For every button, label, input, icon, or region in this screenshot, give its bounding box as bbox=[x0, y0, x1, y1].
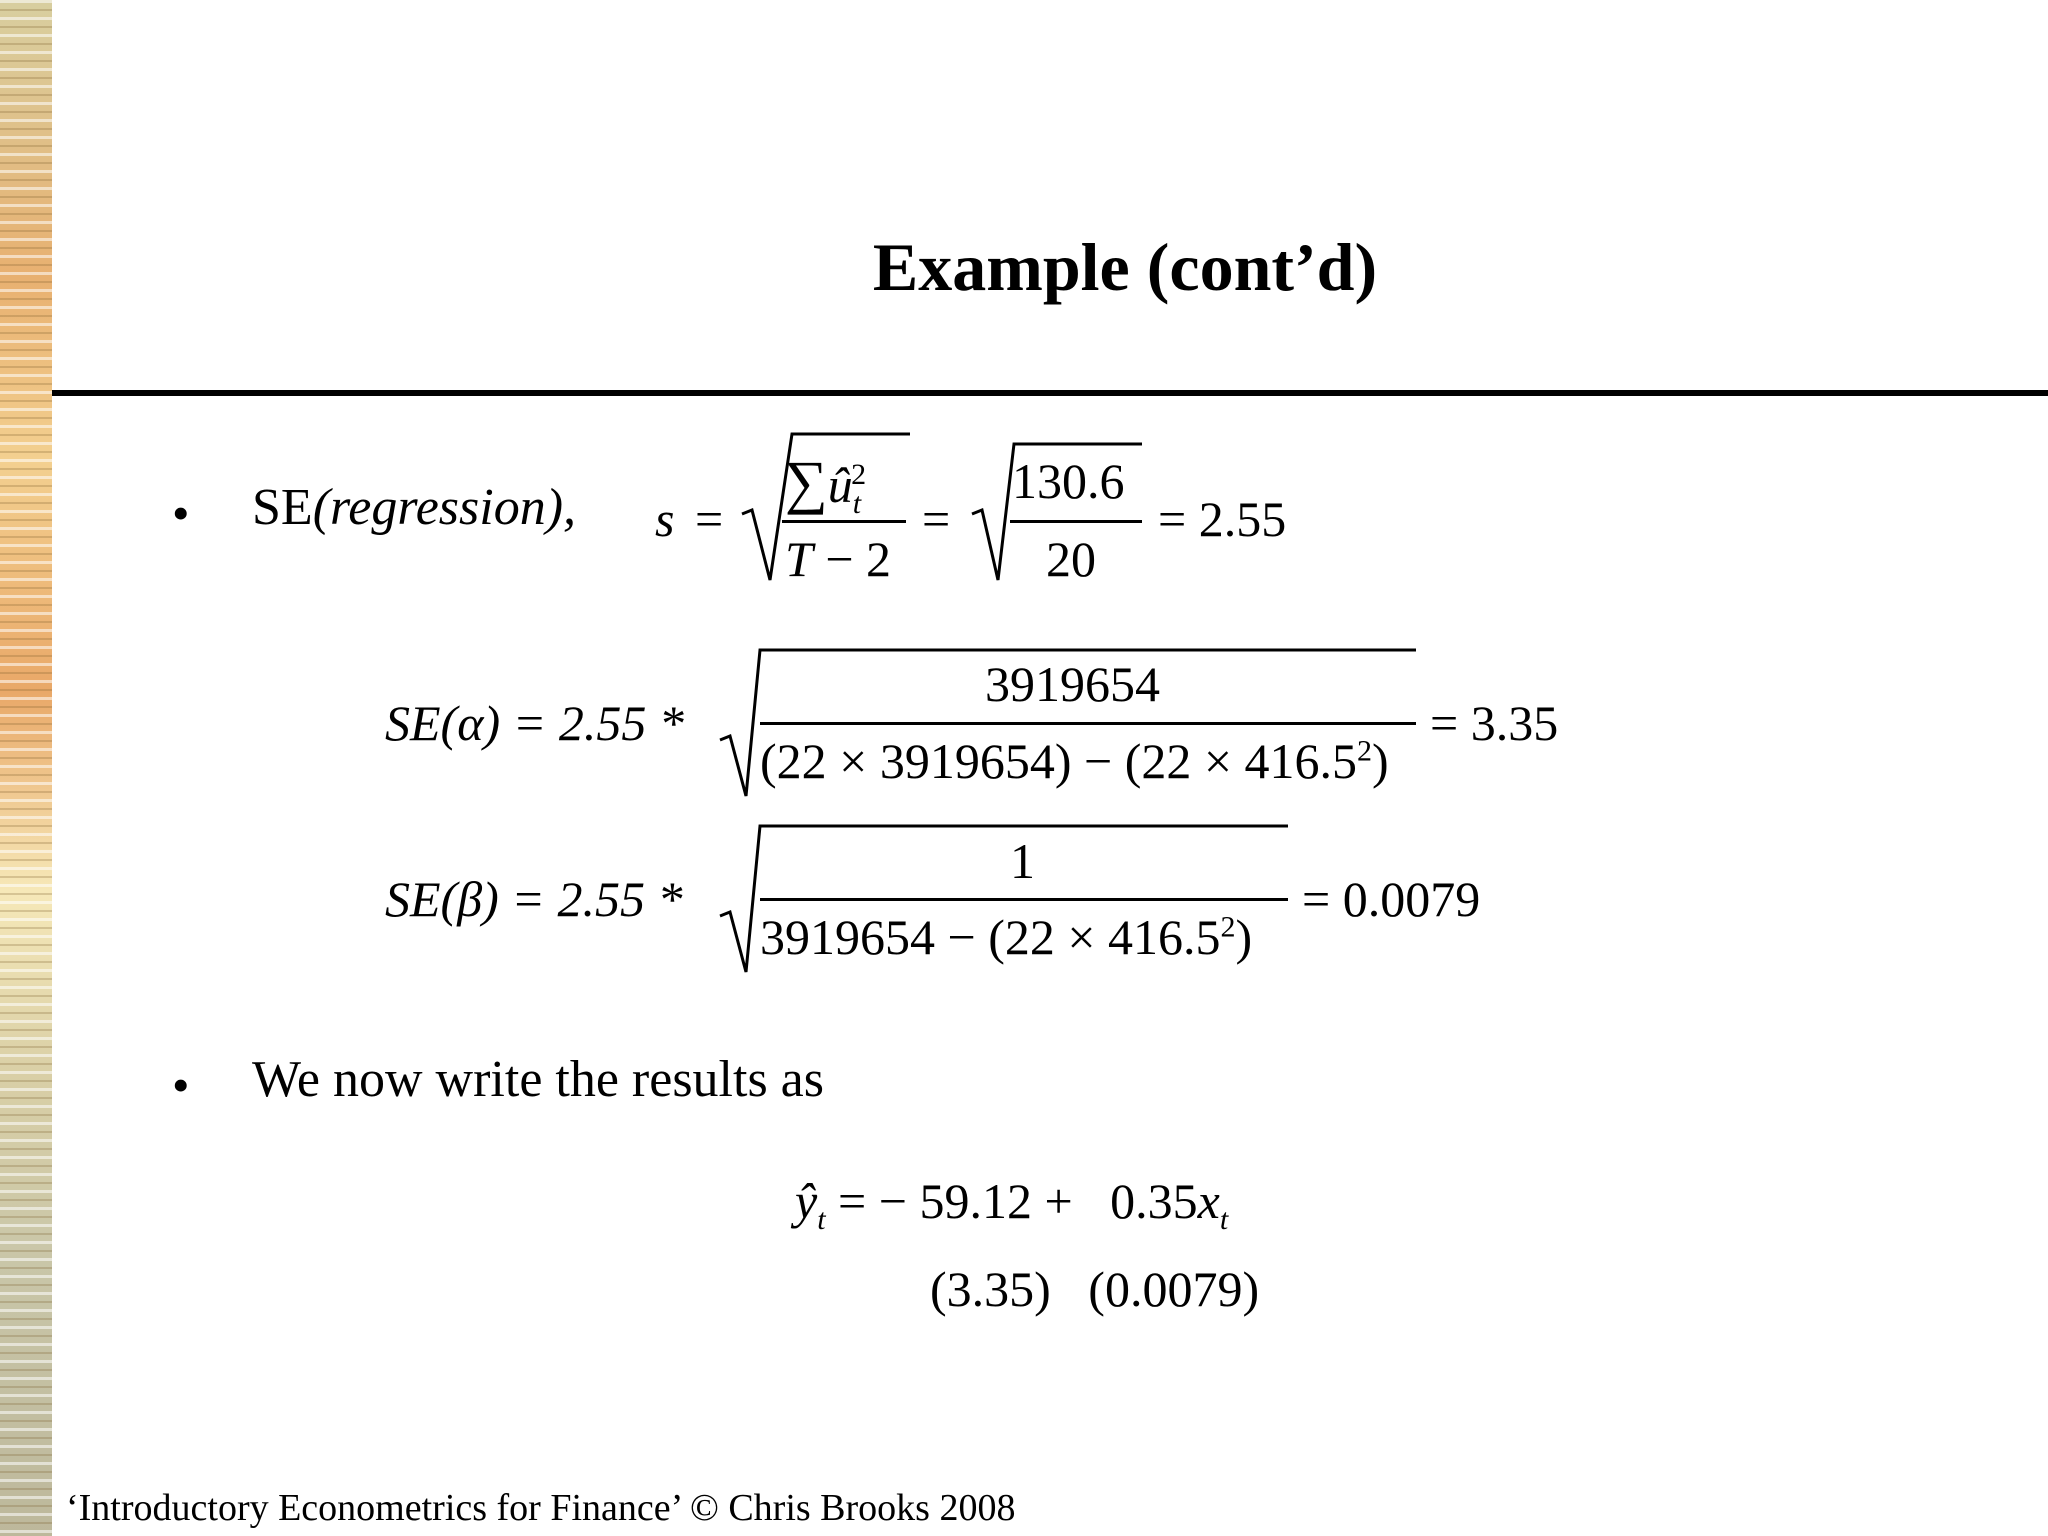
bullet-marker-2: • bbox=[172, 1057, 190, 1113]
minus-two: − 2 bbox=[812, 531, 892, 587]
u-hat: û bbox=[827, 457, 853, 513]
fraction-bar-alpha bbox=[760, 722, 1416, 725]
fraction-bar bbox=[782, 520, 906, 523]
bullet-marker: • bbox=[172, 485, 190, 541]
se-label-italic: (regression), bbox=[312, 479, 577, 536]
regression-se-result: = 2.55 bbox=[1158, 491, 1287, 547]
se-beta-denominator-text: 3919654 − (22 × 416.5 bbox=[760, 909, 1221, 965]
x-subscript: t bbox=[1219, 1203, 1229, 1236]
title-divider bbox=[52, 390, 2048, 396]
fraction-bar-beta bbox=[760, 898, 1288, 901]
u-subscript: t bbox=[852, 487, 862, 520]
se-beta-result: = 0.0079 bbox=[1302, 871, 1481, 927]
se-alpha-denominator-sup: 2 bbox=[1357, 734, 1373, 768]
sum-symbol: ∑ bbox=[785, 449, 828, 515]
results-intro-text: We now write the results as bbox=[252, 1051, 824, 1108]
numerator-130-6: 130.6 bbox=[1012, 453, 1125, 509]
slide-footer: ‘Introductory Econometrics for Finance’ © Chris Brooks 2008 bbox=[66, 1487, 1016, 1529]
se-label-plain: SE bbox=[252, 479, 313, 536]
x-variable: x bbox=[1197, 1173, 1220, 1229]
se-alpha-denominator-close: ) bbox=[1372, 733, 1389, 789]
se-beta-denominator-close: ) bbox=[1235, 909, 1253, 965]
y-subscript: t bbox=[817, 1203, 826, 1236]
se-alpha-denominator bbox=[760, 732, 1389, 790]
y-hat: ŷ bbox=[795, 1173, 818, 1229]
fitted-equation bbox=[795, 1172, 1228, 1237]
se-alpha-lhs: SE(α) = 2.55 * bbox=[385, 695, 684, 751]
se-alpha-numerator: 3919654 bbox=[985, 656, 1160, 712]
se-alpha-result: = 3.35 bbox=[1430, 695, 1559, 751]
equation-body: = − 59.12 + 0.35 bbox=[825, 1173, 1198, 1229]
equals-sign: = bbox=[695, 491, 724, 547]
se-beta-denominator bbox=[760, 908, 1252, 966]
s-variable: s bbox=[655, 491, 675, 547]
se-alpha-denominator-text: (22 × 3919654) − (22 × 416.5 bbox=[760, 733, 1358, 789]
fraction-bar-2 bbox=[1010, 520, 1142, 523]
equals-sign-2: = bbox=[922, 491, 951, 547]
se-regression-label bbox=[252, 478, 576, 537]
se-beta-denominator-sup: 2 bbox=[1220, 910, 1236, 944]
slide-title: Example (cont’d) bbox=[872, 229, 1378, 305]
se-beta-numerator: 1 bbox=[1010, 833, 1035, 889]
se-beta-lhs: SE(β) = 2.55 * bbox=[385, 871, 683, 927]
standard-errors-line: (3.35) (0.0079) bbox=[930, 1261, 1260, 1317]
u-superscript: 2 bbox=[851, 458, 867, 492]
residual-sum-numerator bbox=[785, 448, 866, 521]
denominator-20: 20 bbox=[1046, 531, 1096, 587]
denominator-t-minus-2 bbox=[785, 530, 891, 588]
t-variable: T bbox=[785, 531, 813, 587]
